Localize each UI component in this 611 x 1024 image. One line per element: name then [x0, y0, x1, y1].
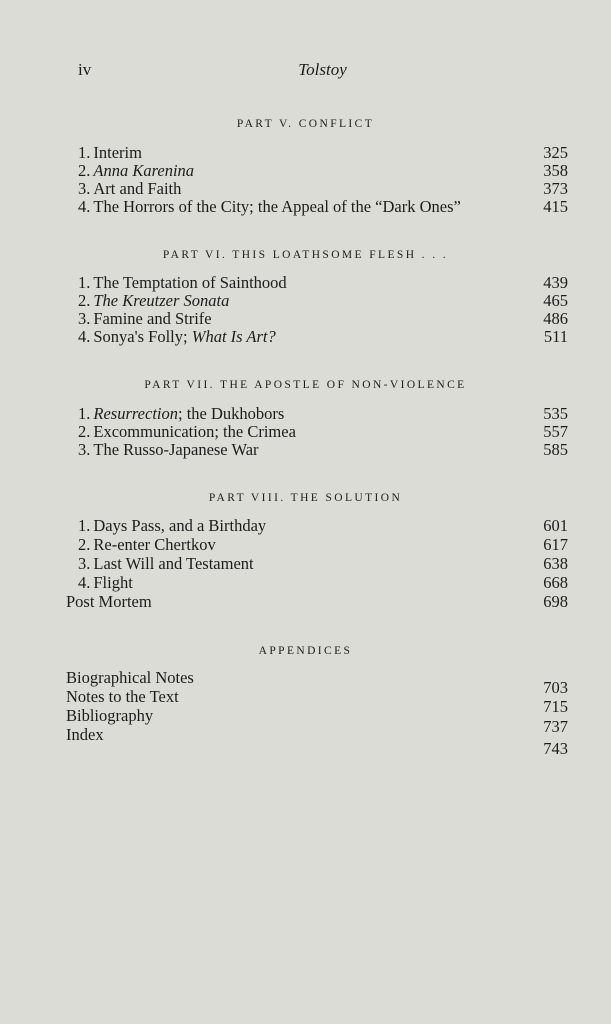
- entry-title: Notes to the Text: [66, 687, 179, 706]
- toc-entry: [78, 422, 568, 441]
- entry-page: 465: [543, 291, 568, 310]
- entry-page: 486: [543, 309, 568, 328]
- entry-title: The Horrors of the City; the Appeal of the “Dark Ones”: [93, 197, 461, 216]
- entry-number: 3.: [78, 440, 91, 459]
- appendix-entry: [66, 706, 568, 725]
- entry-page: 638: [543, 554, 568, 573]
- entry-page: 585: [543, 440, 568, 459]
- entry-title: The Russo-Japanese War: [93, 440, 259, 459]
- page-folio: iv: [78, 60, 92, 79]
- entry-page: 325: [543, 143, 568, 162]
- entry-number: 4.: [78, 197, 91, 216]
- entry-number: 2.: [78, 422, 91, 441]
- toc-entry: [78, 291, 568, 310]
- entry-number: 1.: [78, 404, 91, 423]
- toc-entry: [78, 516, 568, 535]
- entry-title: Last Will and Testament: [93, 554, 254, 573]
- entry-title: ; the Dukhobors: [178, 404, 285, 423]
- entry-number: 2.: [78, 291, 91, 310]
- entry-page: 358: [543, 161, 568, 180]
- appendix-entry: [66, 687, 568, 706]
- toc-entry: [78, 440, 568, 459]
- entry-title-italic: Anna Karenina: [93, 161, 195, 180]
- entry-number: 3.: [78, 309, 91, 328]
- toc-entry: [78, 273, 568, 292]
- entry-number: 1.: [78, 516, 91, 535]
- part-heading: PART V. CONFLICT: [236, 118, 375, 130]
- entry-number: 4.: [78, 573, 91, 592]
- entry-page: 715: [543, 697, 568, 716]
- entry-page: 601: [543, 516, 568, 535]
- entry-page: 535: [543, 404, 568, 423]
- entry-title: Index: [66, 725, 104, 744]
- part-heading: PART VI. THIS LOATHSOME FLESH . . .: [162, 249, 449, 261]
- entry-number: 3.: [78, 179, 91, 198]
- running-title: Tolstoy: [298, 60, 347, 79]
- appendix-entry: [66, 668, 568, 687]
- toc-entry: [78, 197, 568, 216]
- appendices-heading: APPENDICES: [258, 645, 353, 657]
- toc-entry: [78, 554, 568, 573]
- entry-title: Bibliography: [66, 706, 154, 725]
- appendix-entry: [66, 725, 568, 744]
- entry-title: Sonya's Folly;: [93, 327, 192, 346]
- entry-page: 617: [543, 535, 568, 554]
- entry-title-italic: Resurrection: [93, 404, 178, 423]
- entry-page: 668: [543, 573, 568, 592]
- entry-page: 703: [543, 678, 568, 697]
- entry-title: Interim: [93, 143, 142, 162]
- entry-page: 743: [543, 739, 568, 758]
- toc-entry: [78, 573, 568, 592]
- entry-title: Days Pass, and a Birthday: [93, 516, 267, 535]
- entry-page: 439: [543, 273, 568, 292]
- entry-page: 737: [543, 717, 568, 736]
- entry-page: 415: [543, 197, 568, 216]
- entry-title-italic: The Kreutzer Sonata: [93, 291, 230, 310]
- toc-entry: [78, 143, 568, 162]
- page-header: [78, 60, 571, 80]
- entry-title: Art and Faith: [93, 179, 182, 198]
- entry-page: 698: [543, 592, 568, 611]
- toc-entry: [78, 161, 568, 180]
- toc-entry: [66, 592, 568, 611]
- entry-page: 511: [543, 327, 568, 346]
- entry-title: Excommunication; the Crimea: [93, 422, 296, 441]
- entry-page: 557: [543, 422, 568, 441]
- toc-entry: [78, 179, 568, 198]
- entry-number: 2.: [78, 161, 91, 180]
- entry-page: 373: [543, 179, 568, 198]
- toc-entry: [78, 404, 568, 423]
- toc-entry: [78, 535, 568, 554]
- part-heading: PART VII. THE APOSTLE OF NON-VIOLENCE: [144, 379, 467, 391]
- entry-number: 1.: [78, 143, 91, 162]
- entry-title: Post Mortem: [66, 592, 152, 611]
- entry-title: Biographical Notes: [66, 668, 194, 687]
- entry-number: 1.: [78, 273, 91, 292]
- entry-title: Flight: [93, 573, 133, 592]
- entry-title: Famine and Strife: [93, 309, 212, 328]
- entry-title-italic: What Is Art?: [191, 327, 276, 346]
- entry-number: 2.: [78, 535, 91, 554]
- entry-number: 3.: [78, 554, 91, 573]
- toc-entry: [78, 327, 568, 346]
- entry-title: The Temptation of Sainthood: [93, 273, 287, 292]
- toc-entry: [78, 309, 568, 328]
- entry-title: Re-enter Chertkov: [93, 535, 216, 554]
- entry-number: 4.: [78, 327, 91, 346]
- part-heading: PART VIII. THE SOLUTION: [208, 492, 403, 504]
